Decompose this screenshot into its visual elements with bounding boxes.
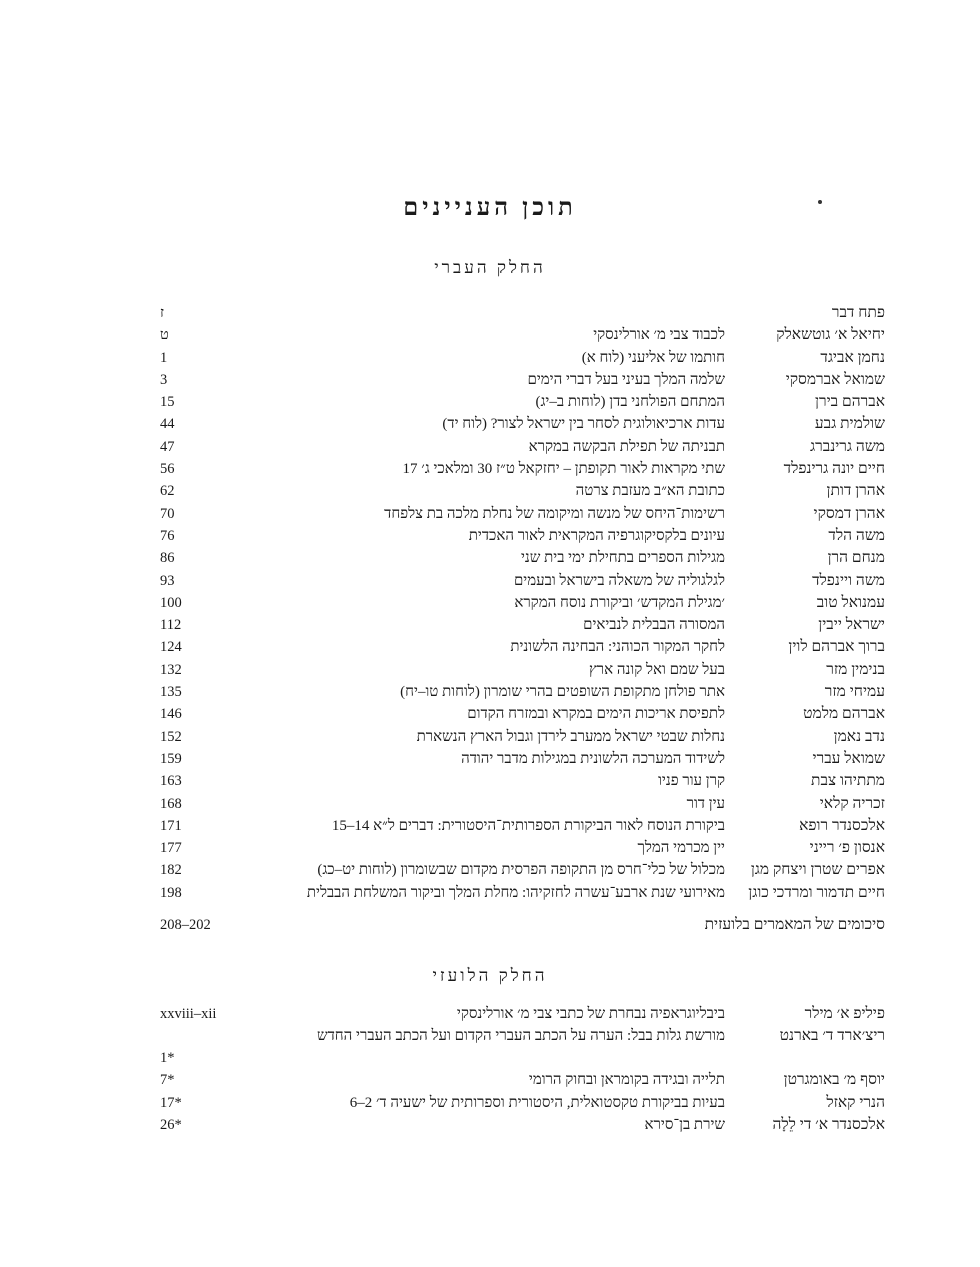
toc-entry-title: שלמה המלך בעיני בעל דברי הימים <box>527 371 725 388</box>
toc-entry-title: שתי מקראות לאור תקופתן – יחזקאל ט״ז 30 ומלאכי ג׳ 17 <box>402 461 725 478</box>
toc-entry-title: רשימות־היחס של מנשה ומיקומה של נחלת מלכה בת צלפחד <box>384 505 725 522</box>
toc-entry-title: עיונים בלקסיקוגרפיה המקראית לאור האכדית <box>468 527 725 544</box>
toc-entry-author: ברוך אברהם לוין <box>788 638 885 656</box>
toc-entry <box>160 1114 885 1136</box>
toc-entry-author: יוסף מ׳ באומגרטן <box>783 1071 885 1089</box>
toc-entry-title: תבניתה של תפילת הבקשה במקרא <box>528 438 725 455</box>
toc-entry-title: חותמו של אליעני (לוח א) <box>581 349 725 366</box>
toc-entry-author: אברהם מלמט <box>803 705 885 723</box>
toc-entry <box>160 793 885 815</box>
foreign-section-heading: החלק הלועזי <box>432 966 548 985</box>
toc-entry-page: 62 <box>160 483 175 500</box>
toc-entry-page: 93 <box>160 572 175 589</box>
toc-entry-author: אפרים שטרן ויצחק מגן <box>750 861 885 879</box>
toc-entry-page: 146 <box>160 706 182 723</box>
toc-entry-title: קרן עור פניו <box>658 773 725 790</box>
toc-entry-author: נחמן אביגד <box>820 348 885 366</box>
toc-entry-author: מנחם הרן <box>827 549 885 567</box>
toc-entry-title: עין דור <box>686 795 725 812</box>
toc-entry-page: 26* <box>160 1116 182 1133</box>
toc-entry-page: 135 <box>160 684 182 701</box>
summaries-label: סיכומים של המאמרים בלועזית <box>704 916 885 934</box>
toc-entry-page: 86 <box>160 550 175 567</box>
toc-entry-title: המתחם הפולחני בדן (לוחות ב–יג) <box>535 394 725 411</box>
toc-entry-author: משה גרינברג <box>810 437 885 455</box>
toc-entry <box>160 1003 885 1025</box>
toc-entry-author: אלכסנדר רופא <box>799 816 885 834</box>
toc-entry <box>160 458 885 480</box>
toc-entry-author: שמואל אברמסקי <box>785 370 885 388</box>
toc-entry-title: נחלות שבטי ישראל ממערב לירדן וגבול הארץ הנשארת <box>416 728 725 745</box>
toc-entry-title: לגלגוליה של משאלה בישראל ובעמים <box>513 572 725 589</box>
toc-entry-author: אהרן דותן <box>826 482 885 500</box>
toc-entry-title: ׳מגילת המקדש׳ וביקורת נוסח המקרא <box>514 594 725 611</box>
toc-entry-page: 44 <box>160 416 175 433</box>
toc-entry-title: עדות ארכיאולוגית לסחר בין ישראל לצור? (לוח יד) <box>442 416 725 433</box>
toc-entry <box>160 436 885 458</box>
toc-entry-page: 1 <box>160 349 168 366</box>
toc-entry-title: לכבוד צבי מ׳ אורלינסקי <box>593 327 725 344</box>
toc-entry-author: אנסון פ׳ רייני <box>809 839 885 857</box>
toc-entry-page: 124 <box>160 639 182 656</box>
hebrew-section-heading: החלק העברי <box>434 258 546 277</box>
toc-entry-page: 70 <box>160 505 175 522</box>
toc-entry <box>160 770 885 792</box>
toc-entry-title: כתובת הא״ב מעזבת צרטה <box>575 483 725 500</box>
toc-entry-author: ריצ׳ארד ד׳ בארנט <box>779 1027 885 1045</box>
toc-entry-title: ביקורת הנוסח לאור הביקורת הספרותית־היסטורית: דברים ל״א 14–15 <box>331 817 725 834</box>
toc-entry <box>160 391 885 413</box>
toc-entry-page: 56 <box>160 461 175 478</box>
toc-entry <box>160 659 885 681</box>
toc-entry-author: חיים יונה גרינפלד <box>783 460 885 478</box>
toc-entry-author: יחיאל א׳ גוטשאלק <box>776 326 885 344</box>
toc-entry-page: 198 <box>160 884 182 901</box>
toc-entry <box>160 1025 885 1069</box>
toc-entry <box>160 726 885 748</box>
toc-entry-title: ביבליוגראפיה נבחרת של כתבי צבי מ׳ אורלינסקי <box>456 1006 725 1022</box>
toc-summaries-entry <box>160 914 885 936</box>
toc-entry-page: 159 <box>160 750 182 767</box>
toc-entry-title: לחקר המקור הכוהני: הבחינה הלשונית <box>510 639 725 656</box>
toc-entry-title: לשידוד המערכה הלשונית במגילות מדבר יהודה <box>461 750 725 767</box>
toc-entry-page: 17* <box>160 1094 182 1111</box>
toc-entry-page: ז <box>160 305 165 321</box>
toc-entry <box>160 636 885 658</box>
toc-entry-title: שירת בן־סירא <box>644 1116 725 1133</box>
toc-entry-author: חיים תדמור ומרדכי כוגן <box>748 883 885 901</box>
toc-entry <box>160 347 885 369</box>
toc-entry-author: פתח דבר <box>831 304 885 321</box>
toc-entry-page: 168 <box>160 795 182 812</box>
toc-entry-author: אברהם בירן <box>815 393 885 411</box>
toc-entry-author: נדב נאמן <box>833 727 885 745</box>
toc-entry <box>160 592 885 614</box>
toc-entry-title: לתפיסת אריכות הימים במקרא ובמזרח הקדום <box>467 706 725 723</box>
toc-entry <box>160 570 885 592</box>
toc-entry-author: אהרן דמסקי <box>813 504 885 522</box>
toc-entry <box>160 859 885 881</box>
toc-entry-page: 132 <box>160 661 182 678</box>
toc-entry-title: בעיות בביקורת טקסטואלית, היסטורית וספרותית של ישעיה ד׳ 2–6 <box>349 1094 725 1111</box>
toc-entry-title: תלייה ובגידה בקומראן ובחוק הרומי <box>528 1072 725 1089</box>
toc-entry-page: xxviii–xii <box>160 1006 217 1022</box>
toc-entry <box>160 1092 885 1114</box>
toc-entry <box>160 815 885 837</box>
toc-entry-author: בנימין מזר <box>826 660 885 678</box>
toc-entry-title: אתר פולחן מתקופת השופטים בהרי שומרון (לוחות טו–יח) <box>400 684 725 701</box>
toc-entry-page: 1* <box>160 1050 175 1067</box>
toc-entry-page: 15 <box>160 394 175 411</box>
toc-entry <box>160 748 885 770</box>
toc-entry-page: 47 <box>160 438 175 455</box>
foreign-toc <box>160 1003 885 1136</box>
toc-entry <box>160 703 885 725</box>
toc-entry-title: המסורה הבבלית לנביאים <box>583 617 725 634</box>
toc-entry-author: עמיחי מזר <box>824 683 885 701</box>
page-title: תוכן העניינים <box>403 195 577 221</box>
toc-entry <box>160 324 885 346</box>
summaries-page: 208–202 <box>160 917 211 934</box>
toc-entry-author: משה ויינפלד <box>812 571 885 589</box>
toc-entry-author: מתתיהו צבת <box>811 772 885 790</box>
toc-entry-title: מורשת גלות בבל: הערה על הכתב העברי הקדום ועל הכתב העברי החדש <box>316 1028 725 1045</box>
toc-entry-title: מכלול של כלי־חרס מן התקופה הפרסית מקדום שבשומרון (לוחות יט–כג) <box>317 862 725 879</box>
toc-entry <box>160 413 885 435</box>
toc-entry-page: 100 <box>160 594 182 611</box>
toc-entry <box>160 503 885 525</box>
toc-entry <box>160 614 885 636</box>
toc-entry-page: 182 <box>160 862 182 879</box>
toc-entry <box>160 547 885 569</box>
toc-entry-author: שמואל עברי <box>812 749 885 767</box>
toc-entry-title: מגילות הספרים בתחילת ימי בית שני <box>520 550 725 567</box>
toc-entry-author: פיליפ א׳ מילר <box>804 1005 885 1022</box>
toc-entry-author: ישראל ייבין <box>818 616 885 634</box>
toc-entry-author: עמנואל טוב <box>816 593 885 611</box>
toc-entry <box>160 302 885 324</box>
toc-entry <box>160 525 885 547</box>
toc-entry-page: 163 <box>160 773 182 790</box>
toc-entry-author: אלכסנדר א׳ די לֵלָה <box>772 1115 885 1133</box>
toc-entry-page: 177 <box>160 840 182 857</box>
toc-entry-author: הנרי קאזל <box>826 1093 885 1111</box>
toc-entry-author: זכריה קלאי <box>819 794 885 812</box>
toc-entry-title: מאירועי שנת ארבע־עשרה לחזקיהו: מחלת המלך וביקור המשלחת הבבלית <box>306 884 725 901</box>
toc-entry-page: 112 <box>160 617 182 634</box>
toc-entry <box>160 882 885 904</box>
toc-entry <box>160 480 885 502</box>
toc-entry-page: 171 <box>160 817 182 834</box>
toc-entry-page: ט <box>160 327 169 344</box>
toc-entry <box>160 1069 885 1091</box>
toc-entry-page: 152 <box>160 728 182 745</box>
toc-entry-title: בעל שמם ואל קונה ארץ <box>588 661 725 678</box>
toc-entry-page: 76 <box>160 527 175 544</box>
toc-entry <box>160 681 885 703</box>
toc-entry-author: משה הלד <box>828 526 885 544</box>
toc-entry-author: שולמית גבע <box>814 415 885 433</box>
toc-entry-page: 7* <box>160 1072 175 1089</box>
toc-entry-page: 3 <box>160 371 168 388</box>
hebrew-toc <box>160 302 885 936</box>
toc-entry <box>160 369 885 391</box>
toc-entry <box>160 837 885 859</box>
toc-entry-title: יין מכרמי המלך <box>637 840 725 857</box>
